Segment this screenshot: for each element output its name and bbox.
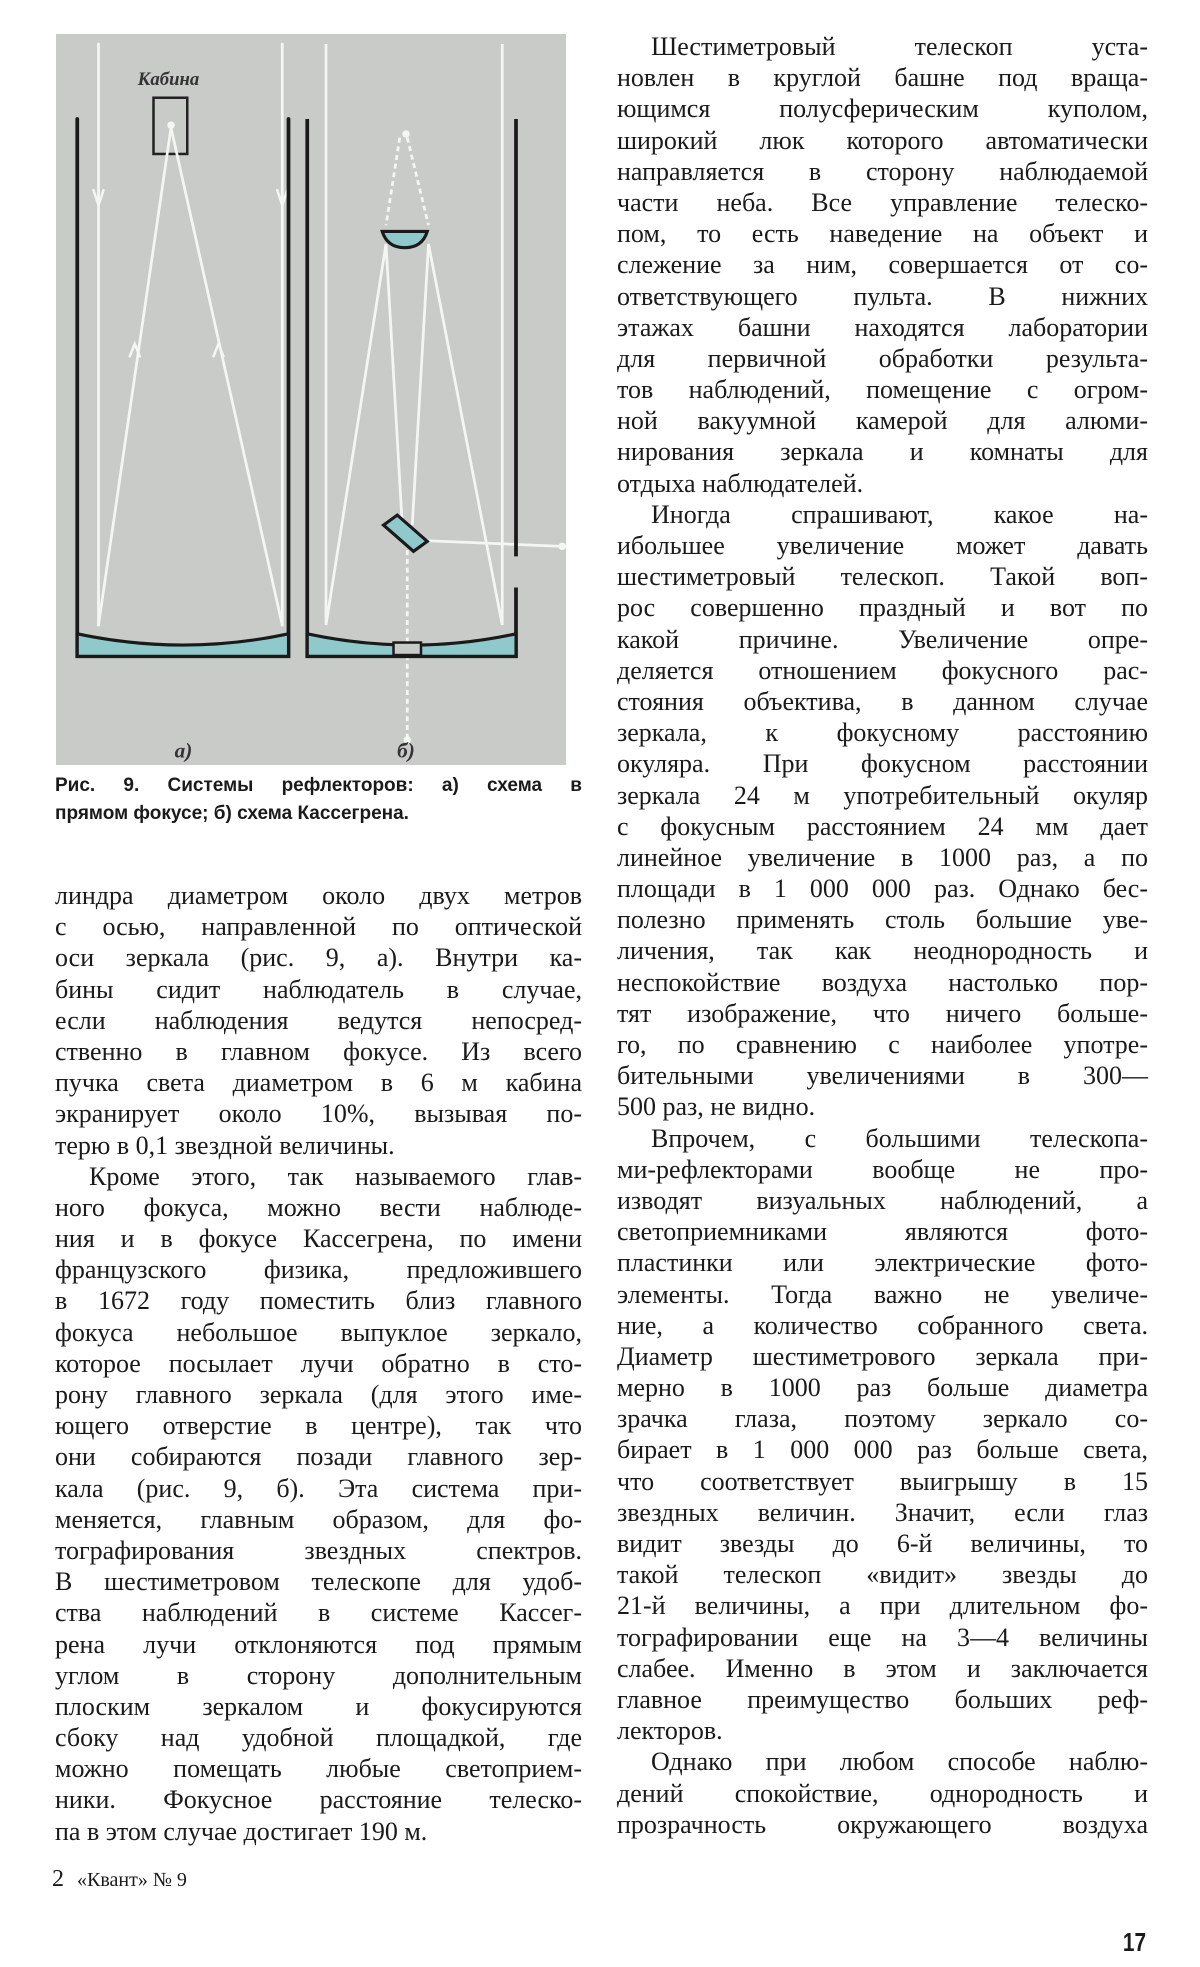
text-line: такой телескоп «видит» звезды до xyxy=(617,1560,1148,1590)
text-line: в 1672 году поместить близ главного xyxy=(55,1286,582,1316)
text-line: отдыха наблюдателей. xyxy=(617,468,864,498)
text-line: что соответствует выигрышу в 15 xyxy=(617,1466,1148,1496)
text-line: полезно применять столь большие уве- xyxy=(617,905,1148,935)
text-line: изводят визуальных наблюдений, а xyxy=(617,1185,1148,1215)
issue-footer xyxy=(52,1866,187,1893)
caption-line: Рис. 9. Системы рефлекторов: а) схема в xyxy=(55,775,582,796)
right-text-column xyxy=(617,31,1148,1840)
text-line: дений спокойствие, однородность и xyxy=(617,1778,1148,1808)
figure-caption xyxy=(55,772,582,828)
caption-line: прямом фокусе; б) схема Кассегрена. xyxy=(55,803,409,824)
text-line: Впрочем, с большими телескопа- xyxy=(651,1123,1148,1153)
label-a: а) xyxy=(174,738,193,763)
text-line: линейное увеличение в 1000 раз, а по xyxy=(617,842,1148,872)
text-line: пом, то есть наведение на объект и xyxy=(617,219,1148,249)
text-line: элементы. Тогда важно не увеличе- xyxy=(617,1279,1148,1309)
text-line: площади в 1 000 000 раз. Однако бес- xyxy=(617,874,1148,904)
text-line: звездных величин. Значит, если глаз xyxy=(617,1497,1148,1527)
text-line: Диаметр шестиметрового зеркала при- xyxy=(617,1341,1148,1371)
text-line: ного фокуса, можно вести наблюде- xyxy=(55,1192,582,1222)
paragraph xyxy=(55,880,582,1161)
text-line: личения, так как неоднородность и xyxy=(617,936,1148,966)
text-line: новлен в круглой башне под враща- xyxy=(617,63,1148,93)
text-line: части неба. Все управление телеско- xyxy=(617,187,1148,217)
text-line: 500 раз, не видно. xyxy=(617,1092,816,1122)
text-line: ственно в главном фокусе. Из всего xyxy=(55,1036,582,1066)
paragraph xyxy=(617,1123,1148,1747)
text-line: если наблюдения ведутся непосред- xyxy=(55,1005,582,1035)
text-line: Иногда спрашивают, какое на- xyxy=(651,499,1148,529)
journal-name: «Квант» № 9 xyxy=(77,1869,187,1891)
text-line: фокуса небольшое выпуклое зеркало, xyxy=(55,1317,582,1347)
text-line: зеркала, к фокусному расстоянию xyxy=(617,718,1148,748)
text-line: рена лучи отклоняются под прямым xyxy=(55,1629,582,1659)
text-line: какой причине. Увеличение опре- xyxy=(617,624,1148,654)
text-line: зрачка глаза, поэтому зеркало со- xyxy=(617,1404,1148,1434)
text-line: широкий люк которого автоматически xyxy=(617,125,1148,155)
text-line: ми-рефлекторами вообще не про- xyxy=(617,1154,1148,1184)
text-line: ние, а количество собранного света. xyxy=(617,1310,1148,1340)
text-line: деляется отношением фокусного рас- xyxy=(617,655,1148,685)
paragraph xyxy=(55,1161,582,1847)
text-line: плоским зеркалом и фокусируются xyxy=(55,1691,582,1721)
text-line: ответствующего пульта. В нижних xyxy=(617,281,1148,311)
text-line: мерно в 1000 раз больше диаметра xyxy=(617,1373,1148,1403)
text-line: лекторов. xyxy=(617,1716,723,1746)
text-line: бирает в 1 000 000 раз больше света, xyxy=(617,1435,1148,1465)
text-line: направляется в сторону наблюдаемой xyxy=(617,156,1148,186)
page-number: 17 xyxy=(1122,1927,1147,1957)
text-line: шестиметровый телескоп. Такой воп- xyxy=(617,562,1148,592)
text-line: ства наблюдений в системе Кассег- xyxy=(55,1598,582,1628)
text-line: зеркала 24 м употребительный окуляр xyxy=(617,780,1148,810)
text-line: ния и в фокусе Кассегрена, по имени xyxy=(55,1224,582,1254)
text-line: стояния объектива, в данном случае xyxy=(617,686,1148,716)
text-line: терю в 0,1 звездной величины. xyxy=(55,1130,395,1160)
text-line: главное преимущество больших реф- xyxy=(617,1684,1148,1714)
text-line: слабее. Именно в этом и заключается xyxy=(617,1653,1148,1683)
issue-page-number: 2 xyxy=(52,1866,64,1892)
text-line: с осью, направленной по оптической xyxy=(55,912,582,942)
text-line: рос совершенно праздный и вот по xyxy=(617,593,1148,623)
text-line: тов наблюдений, помещение с огром- xyxy=(617,375,1148,405)
text-line: прозрачность окружающего воздуха xyxy=(617,1809,1148,1839)
text-line: оси зеркала (рис. 9, а). Внутри ка- xyxy=(55,943,582,973)
text-line: видит звезды до 6-й величины, то xyxy=(617,1529,1148,1558)
paragraph xyxy=(617,1746,1148,1840)
text-line: ной вакуумной камерой для алюми- xyxy=(617,406,1148,436)
reflector-schemes-figure xyxy=(56,34,566,765)
text-line: ющего отверстие в центре), так что xyxy=(55,1411,582,1441)
text-line: можно помещать любые светоприем- xyxy=(55,1754,582,1784)
text-line: бительными увеличениями в 300— xyxy=(617,1061,1148,1091)
text-line: экранирует около 10%, вызывая по- xyxy=(55,1099,582,1129)
text-line: углом в сторону дополнительным xyxy=(55,1660,582,1690)
text-line: меняется, главным образом, для фо- xyxy=(55,1504,582,1534)
text-line: слежение за ним, совершается от со- xyxy=(617,250,1148,280)
text-line: тографирования звездных спектров. xyxy=(55,1535,582,1565)
text-line: па в этом случае достигает 190 м. xyxy=(55,1816,428,1846)
text-line: Шестиметровый телескоп уста- xyxy=(651,32,1148,61)
paragraph xyxy=(617,499,1148,1123)
text-line: ющимся полусферическим куполом, xyxy=(617,94,1148,124)
text-line: кала (рис. 9, б). Эта система при- xyxy=(55,1473,582,1503)
text-line: светоприемниками являются фото- xyxy=(617,1217,1148,1247)
text-line: Кроме этого, так называемого глав- xyxy=(89,1161,582,1191)
text-line: тографировании еще на 3—4 величины xyxy=(617,1622,1148,1652)
label-b: б) xyxy=(397,738,415,763)
paragraph xyxy=(617,31,1148,499)
text-line: Однако при любом способе наблю- xyxy=(651,1747,1148,1777)
text-line: пучка света диаметром в 6 м кабина xyxy=(55,1068,582,1098)
text-line: ибольшее увеличение может давать xyxy=(617,531,1148,560)
text-line: сбоку над удобной площадкой, где xyxy=(55,1723,582,1753)
text-line: окуляра. При фокусном расстоянии xyxy=(617,749,1148,779)
text-line: нирования зеркала и комнаты для xyxy=(617,437,1148,467)
text-line: с фокусным расстоянием 24 мм дает xyxy=(617,811,1148,841)
left-text-column xyxy=(55,880,582,1847)
text-line: линдра диаметром около двух метров xyxy=(55,881,582,910)
text-line: бины сидит наблюдатель в случае, xyxy=(55,974,582,1004)
cabin-label: Кабина xyxy=(137,69,200,91)
text-line: которое посылает лучи обратно в сто- xyxy=(55,1348,582,1378)
text-line: рону главного зеркала (для этого име- xyxy=(55,1380,582,1409)
text-line: В шестиметровом телескопе для удоб- xyxy=(55,1567,582,1597)
text-line: для первичной обработки результа- xyxy=(617,343,1148,373)
text-line: французского физика, предложившего xyxy=(55,1255,582,1285)
text-line: ники. Фокусное расстояние телеско- xyxy=(55,1785,582,1815)
text-line: они собираются позади главного зер- xyxy=(55,1442,582,1472)
text-line: го, по сравнению с наиболее употре- xyxy=(617,1030,1148,1059)
text-line: 21-й величины, а при длительном фо- xyxy=(617,1591,1148,1621)
text-line: неспокойствие воздуха настолько пор- xyxy=(617,967,1148,997)
text-line: этажах башни находятся лаборатории xyxy=(617,312,1148,342)
text-line: тят изображение, что ничего больше- xyxy=(617,998,1148,1028)
text-line: пластинки или электрические фото- xyxy=(617,1248,1148,1278)
